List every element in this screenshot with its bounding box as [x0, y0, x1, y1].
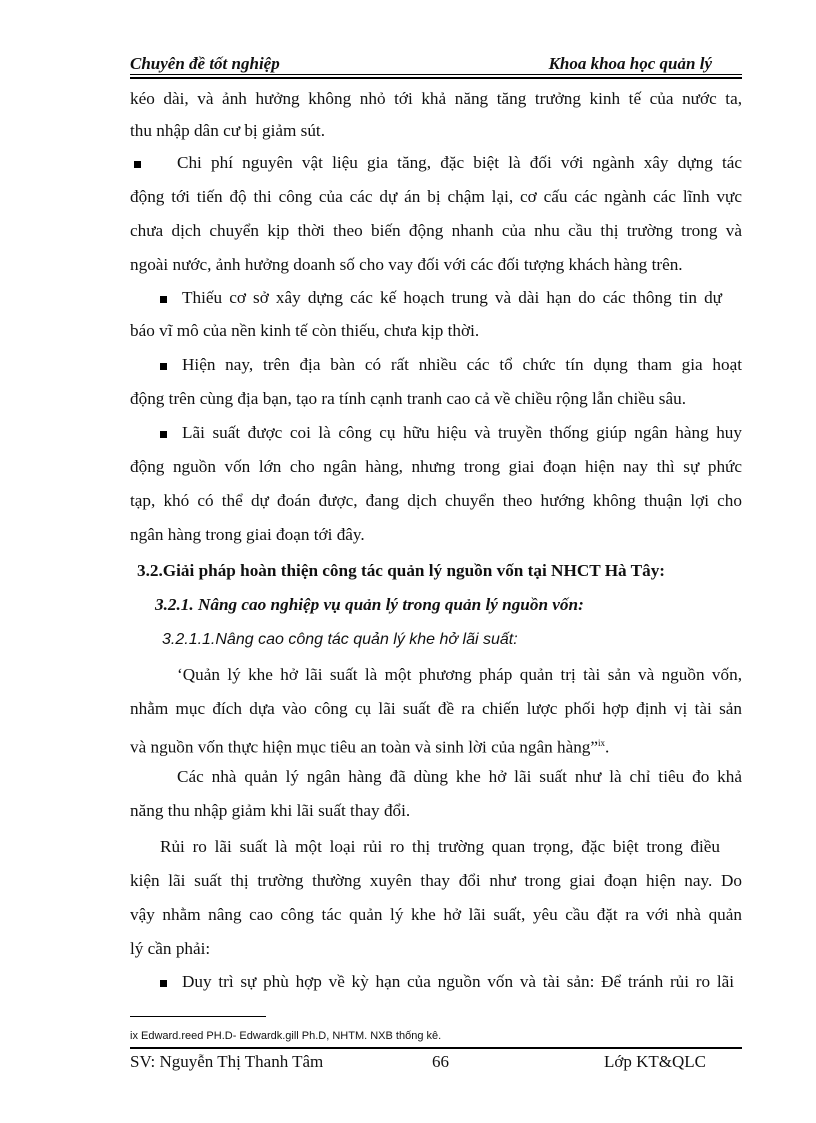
page-header	[130, 52, 742, 76]
footer-class: Lớp KT&QLC	[603, 1052, 706, 1071]
body-line: Các nhà quản lý ngân hàng đã dùng khe hở lãi suất như là chỉ tiêu đo khả	[177, 767, 742, 786]
header-right: Khoa khoa học quản lý	[548, 54, 712, 73]
section-heading: 3.2.Giải pháp hoàn thiện công tác quản lý nguồn vốn tại NHCT Hà Tây:	[137, 561, 666, 580]
body-line: vậy nhằm nâng cao công tác quản lý khe hở lãi suất, yêu cầu đặt ra với nhà quản	[130, 905, 742, 924]
page-number: 66	[432, 1052, 449, 1071]
body-line: Rủi ro lãi suất là một loại rủi ro thị trường quan trọng, đặc biệt trong điều	[160, 837, 720, 856]
body-line: thu nhập dân cư bị giảm sút.	[130, 121, 326, 140]
body-line: và nguồn vốn thực hiện mục tiêu an toàn và sinh lời của ngân hàng”$^{ix}$.	[130, 737, 610, 757]
body-line: Chi phí nguyên vật liệu gia tăng, đặc biệt là đối với ngành xây dựng tác	[177, 153, 742, 172]
bullet-square-icon	[160, 980, 167, 987]
subsubsection-heading: 3.2.1.1.Nâng cao công tác quản lý khe hở lãi suất:	[162, 631, 518, 648]
body-line: chưa dịch chuyển kịp thời theo biến động nhanh của nhu cầu thị trường trong và	[130, 221, 742, 240]
body-line: lý cần phải:	[130, 939, 211, 958]
body-line: nhằm mục đích dựa vào công cụ lãi suất đề ra chiến lược phối hợp định vị tài sản	[130, 699, 742, 718]
body-line: Lãi suất được coi là công cụ hữu hiệu và truyền thống giúp ngân hàng huy	[182, 423, 742, 442]
header-rule	[130, 74, 742, 75]
bullet-square-icon	[160, 296, 167, 303]
body-line: động nguồn vốn lớn cho ngân hàng, nhưng trong giai đoạn hiện nay thì sự phức	[130, 457, 742, 476]
body-line: Thiếu cơ sở xây dựng các kế hoạch trung và dài hạn do các thông tin dự	[182, 288, 722, 307]
body-line: động tới tiến độ thi công của các dự án bị chậm lại, cơ cấu các ngành các lĩnh vực	[130, 187, 742, 206]
header-left: Chuyên đề tốt nghiệp	[130, 54, 280, 73]
bullet-square-icon	[134, 161, 141, 168]
footnote-marker: ix	[598, 738, 606, 748]
body-line: năng thu nhập giảm khi lãi suất thay đổi.	[130, 801, 411, 820]
bullet-square-icon	[160, 363, 167, 370]
body-line: động trên cùng địa bạn, tạo ra tính cạnh tranh cao cả về chiều rộng lẫn chiều sâu.	[130, 389, 686, 408]
footnote-rule	[130, 1016, 266, 1017]
bullet-square-icon	[160, 431, 167, 438]
body-line: báo vĩ mô của nền kinh tế còn thiếu, chưa kịp thời.	[130, 321, 480, 340]
body-line: Duy trì sự phù hợp về kỳ hạn của nguồn vốn và tài sản: Để tránh rủi ro lãi	[182, 972, 734, 991]
body-line-text: và nguồn vốn thực hiện mục tiêu an toàn và sinh lời của ngân hàng”	[130, 737, 599, 757]
body-line: kiện lãi suất thị trường thường xuyên thay đổi như trong giai đoạn hiện nay. Do	[130, 871, 742, 890]
body-line: ngoài nước, ảnh hưởng doanh số cho vay đối với các đối tượng khách hàng trên.	[130, 255, 683, 274]
body-line: ‘Quản lý khe hở lãi suất là một phương pháp quản trị tài sản và nguồn vốn,	[177, 665, 742, 684]
body-line: ngân hàng trong giai đoạn tới đây.	[130, 525, 365, 544]
footnote: ix Edward.reed PH.D- Edwardk.gill Ph.D, NHTM. NXB thống kê.	[130, 1030, 442, 1042]
subsection-heading: 3.2.1. Nâng cao nghiệp vụ quản lý trong quản lý nguồn vốn:	[155, 595, 584, 614]
header-rule-thick	[130, 77, 742, 79]
footer-rule	[130, 1047, 742, 1049]
body-line: kéo dài, và ảnh hưởng không nhỏ tới khả năng tăng trưởng kinh tế của nước ta,	[130, 89, 742, 108]
body-line: tạp, khó có thể dự đoán được, đang dịch chuyển theo hướng không thuận lợi cho	[130, 491, 742, 510]
body-line: Hiện nay, trên địa bàn có rất nhiều các tổ chức tín dụng tham gia hoạt	[182, 355, 742, 374]
footer-student: SV: Nguyễn Thị Thanh Tâm	[130, 1052, 324, 1071]
